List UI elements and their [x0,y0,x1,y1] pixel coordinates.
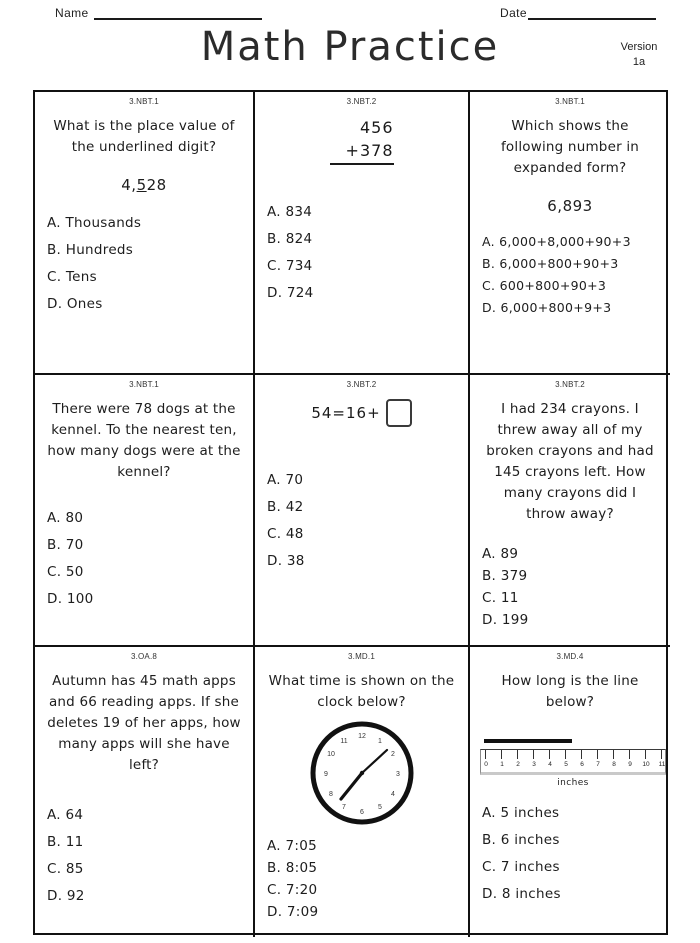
version-label: Version [620,41,658,53]
choice-option[interactable]: A. 89 [482,546,519,562]
choice-list [41,210,247,318]
choice-option[interactable]: C. 734 [267,258,313,274]
choice-option[interactable]: D. Ones [47,296,103,312]
question-cell-3 [470,92,670,375]
choice-option[interactable]: D. 100 [47,591,94,607]
clock-icon [308,719,416,827]
question-cell-8 [255,647,470,937]
choice-option[interactable]: D. 724 [267,285,314,301]
svg-text:3: 3 [395,771,400,778]
choice-list [41,802,247,910]
svg-text:6: 6 [359,809,364,816]
question-prompt: I had 234 crayons. I threw away all of my broken crayons and had 145 crayons left. How many crayons did I throw away? [486,401,654,522]
question-stimulus [41,174,247,196]
choice-option[interactable]: D. 8 inches [482,886,561,902]
choice-option[interactable]: C. Tens [47,269,97,285]
ruler-tick-label: 4 [548,761,552,768]
ruler-caption: inches [557,778,589,788]
stimulus-prefix: 4, [121,176,137,194]
stimulus-suffix: 28 [146,176,167,194]
question-prompt: Autumn has 45 math apps and 66 reading apps. If she deletes 19 of her apps, how many apps will she have left? [47,673,241,773]
standard-label: 3.NBT.2 [555,380,585,389]
worksheet-header [0,0,700,88]
question-cell-9 [470,647,670,937]
choice-option[interactable]: A. 64 [47,807,84,823]
question-grid [33,90,668,935]
ruler-tick-label: 7 [596,761,600,768]
choice-option[interactable]: C. 85 [47,861,84,877]
svg-text:4: 4 [390,791,395,798]
question-cell-2 [255,92,470,375]
addend-bottom: +378 [330,139,394,165]
ruler-tick-label: 10 [642,761,650,768]
choice-option[interactable]: B. 8:05 [267,860,318,876]
page-title: Math Practice [200,24,500,70]
ruler-icon [480,749,666,775]
analog-clock [308,719,416,827]
question-cell-7 [35,647,255,937]
vertical-addition-problem [330,116,394,165]
name-field-row [55,6,262,20]
svg-text:2: 2 [390,751,395,758]
choice-option[interactable]: A. 5 inches [482,805,560,821]
svg-text:9: 9 [323,771,328,778]
question-prompt: There were 78 dogs at the kennel. To the nearest ten, how many dogs were at the kennel? [47,401,241,480]
choice-option[interactable]: B. 6 inches [482,832,560,848]
ruler-tick-label: 1 [500,761,504,768]
choice-option[interactable]: C. 600+800+90+3 [482,278,607,293]
choice-option[interactable]: B. 42 [267,499,304,515]
choice-option[interactable]: D. 6,000+800+9+3 [482,300,612,315]
question-prompt: Which shows the following number in expanded form? [500,118,640,176]
ruler-tick-label: 6 [580,761,584,768]
question-prompt: What time is shown on the clock below? [268,673,455,710]
choice-option[interactable]: A. 834 [267,204,313,220]
svg-text:12: 12 [357,733,366,740]
choice-option[interactable]: A. 70 [267,472,304,488]
choice-option[interactable]: C. 11 [482,590,519,606]
standard-label: 3.OA.8 [130,652,158,661]
standard-label: 3.NBT.1 [555,97,585,106]
ruler-tick-label: 9 [628,761,632,768]
choice-option[interactable]: C. 7:20 [267,882,318,898]
answer-box[interactable] [386,399,412,427]
measured-line [484,739,572,743]
choice-option[interactable]: A. 6,000+8,000+90+3 [482,234,631,249]
svg-text:8: 8 [328,791,333,798]
measurement-figure [476,739,664,788]
standard-label: 3.NBT.2 [346,97,377,106]
name-blank-line[interactable] [94,7,262,20]
choice-option[interactable]: B. 824 [267,231,313,247]
choice-option[interactable]: B. 6,000+800+90+3 [482,256,619,271]
ruler-tick-label: 8 [612,761,616,768]
ruler-tick-label: 2 [516,761,520,768]
choice-list [476,231,664,319]
standard-label: 3.NBT.2 [346,380,377,389]
date-label: Date [500,6,527,20]
choice-option[interactable]: C. 50 [47,564,84,580]
choice-list [476,800,664,908]
ruler-tick-label: 3 [532,761,536,768]
choice-option[interactable]: A. 80 [47,510,84,526]
standard-label: 3.NBT.1 [129,380,159,389]
choice-option[interactable]: B. 70 [47,537,84,553]
date-field-row [500,6,656,20]
question-cell-4 [35,375,255,647]
version-value: 1a [632,56,646,68]
choice-option[interactable]: B. 379 [482,568,528,584]
version-info [602,40,676,70]
svg-text:11: 11 [339,738,348,745]
choice-option[interactable]: D. 38 [267,553,305,569]
question-cell-1 [35,92,255,375]
svg-text:10: 10 [326,751,335,758]
choice-option[interactable]: D. 7:09 [267,904,319,920]
choice-option[interactable]: C. 48 [267,526,304,542]
standard-label: 3.MD.4 [556,652,584,661]
choice-list [261,835,462,923]
choice-list [261,199,462,307]
choice-option[interactable]: C. 7 inches [482,859,560,875]
choice-option[interactable]: B. Hundreds [47,242,134,258]
addend-top: 456 [359,118,394,137]
question-stimulus: 6,893 [547,197,593,215]
choice-option[interactable]: A. Thousands [47,215,142,231]
choice-list [476,543,664,631]
question-prompt: What is the place value of the underlined digit? [53,118,235,155]
question-cell-6 [470,375,670,647]
ruler-tick-label: 0 [484,761,488,768]
name-label: Name [55,6,89,20]
standard-label: 3.NBT.1 [129,97,159,106]
choice-option[interactable]: D. 92 [47,888,85,904]
stimulus-underlined-digit: 5 [136,176,147,194]
date-blank-line[interactable] [528,7,656,20]
choice-list [261,467,462,575]
choice-option[interactable]: D. 199 [482,612,529,628]
choice-option[interactable]: A. 7:05 [267,838,317,854]
svg-text:1: 1 [377,738,382,745]
svg-text:5: 5 [377,804,382,811]
question-cell-5 [255,375,470,647]
ruler-tick-label: 11 [658,761,666,768]
equation-expression [261,399,462,427]
equation-text: 54=16+ [311,404,381,422]
question-prompt: How long is the line below? [501,673,639,710]
svg-text:7: 7 [341,804,346,811]
standard-label: 3.MD.1 [348,652,375,661]
choice-list [41,505,247,613]
ruler-tick-label: 5 [564,761,568,768]
choice-option[interactable]: B. 11 [47,834,84,850]
